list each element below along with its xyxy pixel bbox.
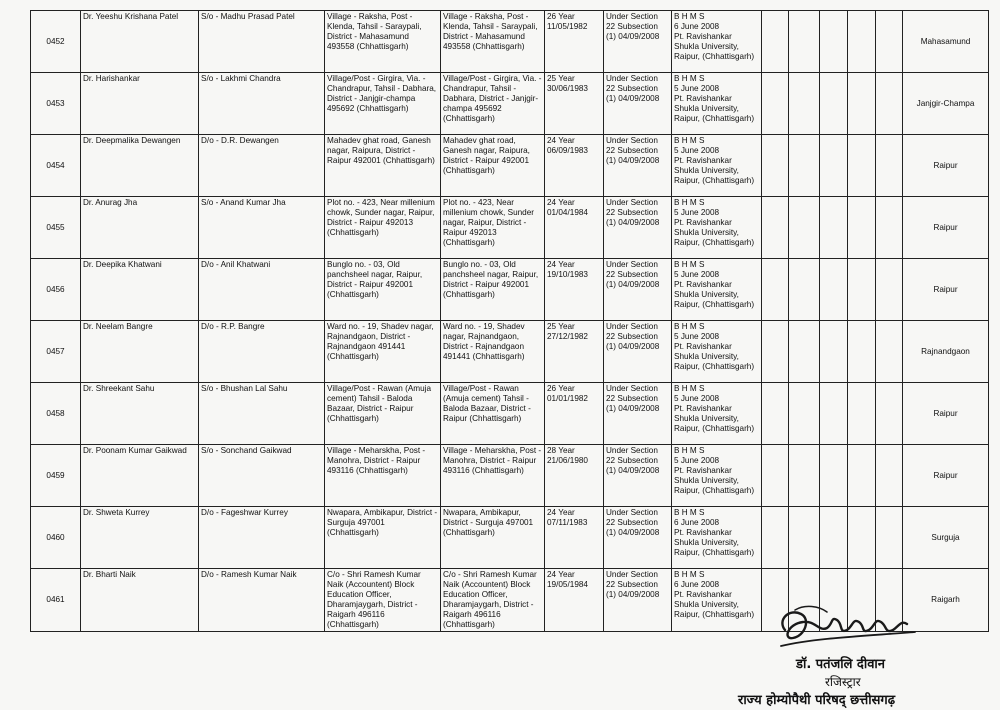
parent-relation-text: D/o - Ramesh Kumar Naik: [201, 570, 297, 579]
table-row: [31, 507, 989, 569]
blank-cell: [876, 197, 903, 259]
blank-cell: [789, 11, 820, 73]
serial-number-text: 0459: [46, 470, 65, 480]
qualification: B H M S: [674, 446, 705, 455]
qualification: B H M S: [674, 322, 705, 331]
qualification-date: 5 June 2008: [674, 394, 720, 403]
district-place-text: Raigarh: [931, 595, 960, 604]
practitioner-name-text: Dr. Shweta Kurrey: [83, 508, 150, 517]
dob-value: 27/12/1982: [547, 332, 588, 341]
parent-relation: [199, 569, 325, 632]
age-and-dob: [545, 259, 604, 321]
registration-section-text: Under Section 22 Subsection (1) 04/09/2008: [606, 446, 660, 475]
practitioner-name: [81, 259, 199, 321]
district-place-text: Mahasamund: [920, 36, 971, 46]
council-name: राज्य होम्योपैथी परिषद् छत्तीसगढ़: [738, 693, 896, 708]
registration-section-text: Under Section 22 Subsection (1) 04/09/2008: [606, 508, 660, 537]
qualification: [672, 197, 762, 259]
district-place: [903, 507, 989, 569]
registration-section: [604, 321, 672, 383]
serial-number: [31, 383, 81, 445]
present-address-text: C/o - Shri Ramesh Kumar Naik (Accountent) Block Education Officer, Dharamjaygarh, District - Raigarh 496116 (Chhattisgarh): [443, 570, 537, 629]
blank-cell: [876, 73, 903, 135]
blank-cell: [848, 507, 876, 569]
blank-cell: [820, 507, 848, 569]
dob-value: 11/05/1982: [547, 22, 588, 31]
blank-cell: [789, 507, 820, 569]
practitioner-name: [81, 383, 199, 445]
blank-cell: [762, 135, 789, 197]
table-row: [31, 445, 989, 507]
age-value: 26 Year: [547, 12, 575, 21]
serial-number-text: 0453: [46, 98, 65, 108]
blank-cell: [876, 259, 903, 321]
present-address-text: Bunglo no. - 03, Old panchsheel nagar, Raipur, District - Raipur 492001 (Chhattisgarh): [443, 260, 539, 299]
university: Pt. Ravishankar Shukla University, Raipur, (Chhattisgarh): [674, 280, 755, 309]
qualification: B H M S: [674, 260, 705, 269]
permanent-address: [325, 135, 441, 197]
registration-section-text: Under Section 22 Subsection (1) 04/09/2008: [606, 384, 660, 413]
present-address: [441, 383, 545, 445]
permanent-address-text: Village - Meharskha, Post - Manohra, District - Raipur 493116 (Chhattisgarh): [327, 446, 426, 475]
blank-cell: [762, 445, 789, 507]
university: Pt. Ravishankar Shukla University, Raipur, (Chhattisgarh): [674, 32, 755, 61]
parent-relation: [199, 507, 325, 569]
qualification: B H M S: [674, 570, 705, 579]
table-row: [31, 383, 989, 445]
present-address-text: Mahadev ghat road, Ganesh nagar, Raipura, District - Raipur 492001 (Chhattisgarh): [443, 136, 530, 175]
table-row: [31, 73, 989, 135]
blank-cell: [876, 445, 903, 507]
serial-number-text: 0461: [46, 595, 65, 604]
permanent-address-text: Nwapara, Ambikapur, District - Surguja 497001 (Chhattisgarh): [327, 508, 438, 537]
practitioner-name-text: Dr. Neelam Bangre: [83, 322, 153, 331]
district-place: [903, 259, 989, 321]
present-address-text: Ward no. - 19, Shadev nagar, Rajnandgaon, District - Rajnandgaon 491441 (Chhattisgarh): [443, 322, 525, 361]
permanent-address-text: Ward no. - 19, Shadev nagar, Rajnandgaon, District - Rajnandgaon 491441 (Chhattisgarh): [327, 322, 434, 361]
registration-section: [604, 11, 672, 73]
parent-relation-text: S/o - Sonchand Gaikwad: [201, 446, 292, 455]
qualification-date: 6 June 2008: [674, 518, 720, 527]
blank-cell: [848, 197, 876, 259]
present-address: [441, 197, 545, 259]
parent-relation-text: D/o - Fageshwar Kurrey: [201, 508, 288, 517]
practitioner-name-text: Dr. Poonam Kumar Gaikwad: [83, 446, 187, 455]
qualification: [672, 569, 762, 632]
district-place: [903, 135, 989, 197]
district-place-text: Raipur: [933, 284, 958, 294]
qualification: [672, 73, 762, 135]
blank-cell: [789, 197, 820, 259]
permanent-address: [325, 445, 441, 507]
qualification-date: 6 June 2008: [674, 22, 720, 31]
blank-cell: [820, 197, 848, 259]
blank-cell: [876, 383, 903, 445]
parent-relation: [199, 11, 325, 73]
parent-relation: [199, 197, 325, 259]
serial-number: [31, 135, 81, 197]
parent-relation-text: S/o - Lakhmi Chandra: [201, 74, 281, 83]
district-place-text: Janjgir-Champa: [916, 98, 975, 108]
blank-cell: [848, 73, 876, 135]
university: Pt. Ravishankar Shukla University, Raipur, (Chhattisgarh): [674, 218, 755, 247]
registration-section-text: Under Section 22 Subsection (1) 04/09/2008: [606, 74, 660, 103]
present-address: [441, 135, 545, 197]
qualification-date: 5 June 2008: [674, 208, 720, 217]
present-address-text: Village/Post - Rawan (Amuja cement) Tahsil - Baloda Bazaar, District - Raipur (Chhattisgarh): [443, 384, 531, 423]
university: Pt. Ravishankar Shukla University, Raipur, (Chhattisgarh): [674, 404, 755, 433]
qualification: [672, 259, 762, 321]
blank-cell: [848, 383, 876, 445]
present-address: [441, 259, 545, 321]
dob-value: 01/04/1984: [547, 208, 588, 217]
registration-section: [604, 135, 672, 197]
practitioner-name-text: Dr. Bharti Naik: [83, 570, 136, 579]
blank-cell: [762, 197, 789, 259]
practitioner-name-text: Dr. Harishankar: [83, 74, 140, 83]
practitioner-name-text: Dr. Shreekant Sahu: [83, 384, 155, 393]
serial-number: [31, 11, 81, 73]
university: Pt. Ravishankar Shukla University, Raipur, (Chhattisgarh): [674, 342, 755, 371]
blank-cell: [876, 507, 903, 569]
qualification: [672, 383, 762, 445]
table-row: [31, 11, 989, 73]
blank-cell: [848, 445, 876, 507]
present-address: [441, 321, 545, 383]
table-row: [31, 321, 989, 383]
practitioner-name: [81, 507, 199, 569]
parent-relation: [199, 73, 325, 135]
age-value: 24 Year: [547, 570, 575, 579]
practitioner-name: [81, 135, 199, 197]
practitioner-name: [81, 321, 199, 383]
practitioner-name-text: Dr. Deepika Khatwani: [83, 260, 162, 269]
age-value: 25 Year: [547, 74, 575, 83]
parent-relation-text: S/o - Madhu Prasad Patel: [201, 12, 295, 21]
blank-cell: [848, 259, 876, 321]
registration-section: [604, 569, 672, 632]
age-and-dob: [545, 569, 604, 632]
serial-number-text: 0458: [46, 408, 65, 418]
parent-relation-text: D/o - R.P. Bangre: [201, 322, 265, 331]
permanent-address-text: Bunglo no. - 03, Old panchsheel nagar, Raipur, District - Raipur 492001 (Chhattisgarh): [327, 260, 423, 299]
permanent-address-text: Village/Post - Girgira, Via. - Chandrapur, Tahsil - Dabhara, District - Janjgir-champa 495692 (Chhattisgarh): [327, 74, 437, 113]
serial-number-text: 0455: [46, 222, 65, 232]
table-row: [31, 197, 989, 259]
dob-value: 30/06/1983: [547, 84, 588, 93]
district-place: [903, 73, 989, 135]
blank-cell: [762, 259, 789, 321]
blank-cell: [789, 135, 820, 197]
dob-value: 21/06/1980: [547, 456, 588, 465]
parent-relation: [199, 383, 325, 445]
parent-relation: [199, 135, 325, 197]
permanent-address: [325, 259, 441, 321]
qualification-date: 5 June 2008: [674, 84, 720, 93]
table-row: [31, 259, 989, 321]
permanent-address: [325, 11, 441, 73]
practitioner-name: [81, 11, 199, 73]
permanent-address: [325, 321, 441, 383]
qualification: B H M S: [674, 12, 705, 21]
dob-value: 19/05/1984: [547, 580, 588, 589]
practitioner-name: [81, 569, 199, 632]
dob-value: 19/10/1983: [547, 270, 588, 279]
blank-cell: [820, 445, 848, 507]
serial-number: [31, 197, 81, 259]
registration-section-text: Under Section 22 Subsection (1) 04/09/2008: [606, 198, 660, 227]
blank-cell: [789, 259, 820, 321]
permanent-address-text: Mahadev ghat road, Ganesh nagar, Raipura, District - Raipur 492001 (Chhattisgarh): [327, 136, 435, 165]
registration-section-text: Under Section 22 Subsection (1) 04/09/2008: [606, 12, 660, 41]
blank-cell: [820, 73, 848, 135]
practitioner-name-text: Dr. Deepmalika Dewangen: [83, 136, 181, 145]
qualification: B H M S: [674, 136, 705, 145]
university: Pt. Ravishankar Shukla University, Raipur, (Chhattisgarh): [674, 156, 755, 185]
blank-cell: [820, 321, 848, 383]
permanent-address-text: Village - Raksha, Post - Klenda, Tahsil - Saraypali, District - Mahasamund 493558 (Chhattisgarh): [327, 12, 422, 51]
serial-number-text: 0456: [46, 284, 65, 294]
qualification: B H M S: [674, 198, 705, 207]
registration-section: [604, 73, 672, 135]
district-place-text: Raipur: [933, 222, 958, 232]
qualification-date: 6 June 2008: [674, 580, 720, 589]
registration-section: [604, 507, 672, 569]
blank-cell: [820, 11, 848, 73]
serial-number: [31, 73, 81, 135]
permanent-address: [325, 73, 441, 135]
serial-number: [31, 569, 81, 632]
blank-cell: [762, 383, 789, 445]
parent-relation-text: S/o - Bhushan Lal Sahu: [201, 384, 288, 393]
serial-number: [31, 259, 81, 321]
district-place: [903, 383, 989, 445]
qualification: [672, 507, 762, 569]
dob-value: 01/01/1982: [547, 394, 588, 403]
blank-cell: [876, 321, 903, 383]
registrar-signature: [775, 602, 925, 654]
blank-cell: [820, 259, 848, 321]
parent-relation-text: D/o - D.R. Dewangen: [201, 136, 279, 145]
blank-cell: [789, 73, 820, 135]
present-address: [441, 445, 545, 507]
permanent-address-text: Plot no. - 423, Near millenium chowk, Sunder nagar, Raipur, District - Raipur 492013 (Chhattisgarh): [327, 198, 435, 237]
registration-section: [604, 445, 672, 507]
permanent-address: [325, 383, 441, 445]
registration-section-text: Under Section 22 Subsection (1) 04/09/2008: [606, 260, 660, 289]
blank-cell: [848, 11, 876, 73]
practitioner-name: [81, 73, 199, 135]
qualification-date: 5 June 2008: [674, 270, 720, 279]
district-place: [903, 197, 989, 259]
parent-relation: [199, 321, 325, 383]
district-place-text: Raipur: [933, 160, 958, 170]
permanent-address: [325, 569, 441, 632]
blank-cell: [820, 383, 848, 445]
age-value: 28 Year: [547, 446, 575, 455]
qualification-date: 5 June 2008: [674, 146, 720, 155]
serial-number: [31, 445, 81, 507]
registration-section: [604, 383, 672, 445]
practitioner-name-text: Dr. Yeeshu Krishana Patel: [83, 12, 179, 21]
present-address-text: Nwapara, Ambikapur, District - Surguja 497001 (Chhattisgarh): [443, 508, 534, 537]
parent-relation: [199, 259, 325, 321]
district-place: [903, 445, 989, 507]
qualification: B H M S: [674, 74, 705, 83]
permanent-address: [325, 507, 441, 569]
registrar-title: रजिस्ट्रार: [825, 675, 861, 689]
age-and-dob: [545, 197, 604, 259]
blank-cell: [789, 321, 820, 383]
university: Pt. Ravishankar Shukla University, Raipur, (Chhattisgarh): [674, 466, 755, 495]
blank-cell: [789, 445, 820, 507]
university: Pt. Ravishankar Shukla University, Raipur, (Chhattisgarh): [674, 528, 755, 557]
serial-number-text: 0457: [46, 346, 65, 356]
district-place-text: Raipur: [933, 470, 958, 480]
university: Pt. Ravishankar Shukla University, Raipur, (Chhattisgarh): [674, 590, 755, 619]
blank-cell: [848, 321, 876, 383]
qualification: [672, 135, 762, 197]
present-address-text: Plot no. - 423, Near millenium chowk, Sunder nagar, Raipur, District - Raipur 492013 (Chhattisgarh): [443, 198, 535, 247]
registration-section-text: Under Section 22 Subsection (1) 04/09/2008: [606, 322, 660, 351]
age-value: 24 Year: [547, 260, 575, 269]
registrar-name: डॉ. पतंजलि दीवान: [796, 657, 886, 672]
blank-cell: [762, 11, 789, 73]
present-address: [441, 73, 545, 135]
age-value: 24 Year: [547, 508, 575, 517]
present-address: [441, 569, 545, 632]
age-and-dob: [545, 383, 604, 445]
age-and-dob: [545, 507, 604, 569]
age-and-dob: [545, 11, 604, 73]
university: Pt. Ravishankar Shukla University, Raipur, (Chhattisgarh): [674, 94, 755, 123]
registration-section: [604, 197, 672, 259]
serial-number-text: 0452: [46, 36, 65, 46]
practitioner-name: [81, 197, 199, 259]
parent-relation-text: D/o - Anil Khatwani: [201, 260, 271, 269]
serial-number-text: 0460: [46, 532, 65, 542]
table-row: [31, 135, 989, 197]
blank-cell: [789, 383, 820, 445]
district-place: [903, 11, 989, 73]
registration-table: [30, 10, 989, 632]
blank-cell: [876, 11, 903, 73]
blank-cell: [876, 135, 903, 197]
district-place-text: Raipur: [933, 408, 958, 418]
qualification: [672, 11, 762, 73]
serial-number: [31, 321, 81, 383]
qualification-date: 5 June 2008: [674, 456, 720, 465]
age-value: 26 Year: [547, 384, 575, 393]
age-and-dob: [545, 73, 604, 135]
district-place-text: Surguja: [931, 532, 960, 542]
qualification: B H M S: [674, 384, 705, 393]
age-value: 24 Year: [547, 136, 575, 145]
present-address-text: Village/Post - Girgira, Via. - Chandrapur, Tahsil - Dabhara, District - Janjgir-champa 495692 (Chhattisgarh): [443, 74, 542, 123]
blank-cell: [762, 507, 789, 569]
dob-value: 07/11/1983: [547, 518, 588, 527]
registration-section: [604, 259, 672, 321]
district-place-text: Rajnandgaon: [921, 346, 970, 356]
registration-section-text: Under Section 22 Subsection (1) 04/09/2008: [606, 136, 660, 165]
present-address: [441, 507, 545, 569]
qualification: [672, 321, 762, 383]
permanent-address-text: C/o - Shri Ramesh Kumar Naik (Accountent) Block Education Officer, Dharamjaygarh, District - Raigarh 496116 (Chhattisgarh): [327, 570, 421, 629]
age-and-dob: [545, 445, 604, 507]
present-address: [441, 11, 545, 73]
practitioner-name-text: Dr. Anurag Jha: [83, 198, 138, 207]
practitioner-name: [81, 445, 199, 507]
blank-cell: [848, 135, 876, 197]
serial-number-text: 0454: [46, 160, 65, 170]
qualification-date: 5 June 2008: [674, 332, 720, 341]
present-address-text: Village - Raksha, Post - Klenda, Tahsil - Saraypali, District - Mahasamund 493558 (Chhattisgarh): [443, 12, 538, 51]
parent-relation-text: S/o - Anand Kumar Jha: [201, 198, 286, 207]
qualification: [672, 445, 762, 507]
district-place: [903, 321, 989, 383]
blank-cell: [762, 73, 789, 135]
permanent-address: [325, 197, 441, 259]
age-value: 25 Year: [547, 322, 575, 331]
present-address-text: Village - Meharskha, Post - Manohra, District - Raipur 493116 (Chhattisgarh): [443, 446, 542, 475]
dob-value: 06/09/1983: [547, 146, 588, 155]
age-and-dob: [545, 135, 604, 197]
age-and-dob: [545, 321, 604, 383]
parent-relation: [199, 445, 325, 507]
qualification: B H M S: [674, 508, 705, 517]
blank-cell: [820, 135, 848, 197]
registration-section-text: Under Section 22 Subsection (1) 04/09/2008: [606, 570, 660, 599]
serial-number: [31, 507, 81, 569]
permanent-address-text: Village/Post - Rawan (Amuja cement) Tahsil - Baloda Bazaar, District - Raipur (Chhattisgarh): [327, 384, 432, 423]
age-value: 24 Year: [547, 198, 575, 207]
blank-cell: [762, 321, 789, 383]
